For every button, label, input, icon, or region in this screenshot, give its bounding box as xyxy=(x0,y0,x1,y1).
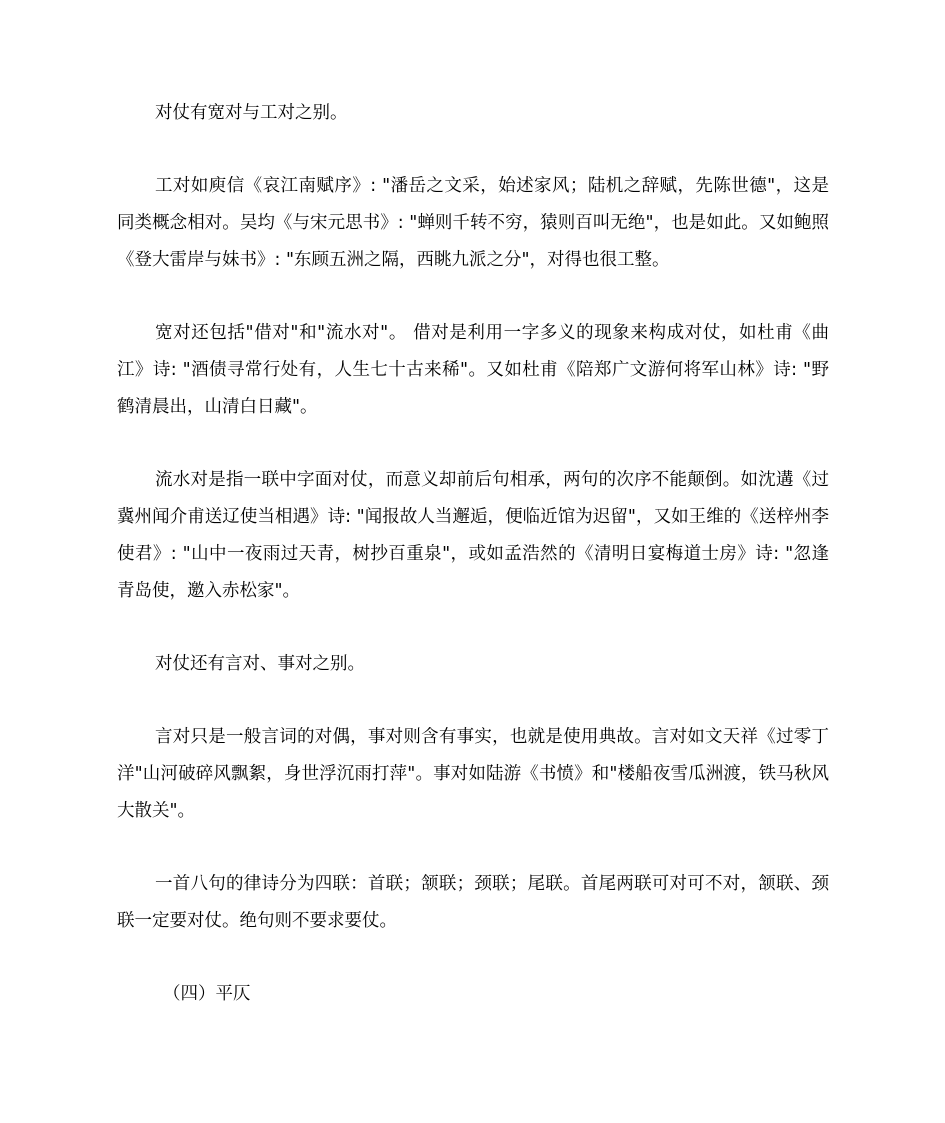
paragraph-word-event-examples: 言对只是一般言词的对偶，事对则含有事实，也就是使用典故。言对如文天祥《过零丁洋"山河破碎风飘絮，身世浮沉雨打萍"。事对如陆游《书愤》和"楼船夜雪瓜洲渡，铁马秋风大散关"。 xyxy=(117,727,829,821)
section-heading-tones: （四）平仄 xyxy=(163,984,251,1004)
paragraph-flowing-antithesis: 流水对是指一联中字面对仗，而意义却前后句相承，两句的次序不能颠倒。如沈遘《过冀州闻介甫送辽使当相遇》诗: "闻报故人当邂逅，便临近馆为迟留"，又如王维的《送梓州李使君》: "山中一夜雨过天青，树抄百重泉"，或如孟浩然的《清明日宴梅道士房》诗: "忽逢青岛使，邀入赤松家"。 xyxy=(117,470,829,601)
paragraph-regulated-verse-couplets: 一首八句的律诗分为四联：首联；颔联；颈联；尾联。首尾两联可对可不对，颔联、颈联一定要对仗。绝句则不要求要仗。 xyxy=(117,874,829,931)
paragraph-strict-antithesis-examples: 工对如庾信《哀江南赋序》: "潘岳之文采，始述家风；陆机之辞赋，先陈世德"，这是同类概念相对。吴均《与宋元思书》: "蝉则千转不穷，猿则百叫无绝"，也是如此。又如鲍照《登大雷岸与妹书》: "东顾五洲之隔，西眺九派之分"，对得也很工整。 xyxy=(117,176,829,270)
paragraph-borrowed-antithesis: 宽对还包括"借对"和"流水对"。 借对是利用一字多义的现象来构成对仗，如杜甫《曲江》诗: "酒债寻常行处有，人生七十古来稀"。又如杜甫《陪郑广文游何将军山林》诗: "野鹤清晨出，山清白日藏"。 xyxy=(117,323,829,417)
document-body xyxy=(117,95,829,1013)
paragraph-wide-and-strict-antithesis: 对仗有宽对与工对之别。 xyxy=(155,103,348,123)
paragraph-word-and-event-antithesis: 对仗还有言对、事对之别。 xyxy=(155,654,365,674)
